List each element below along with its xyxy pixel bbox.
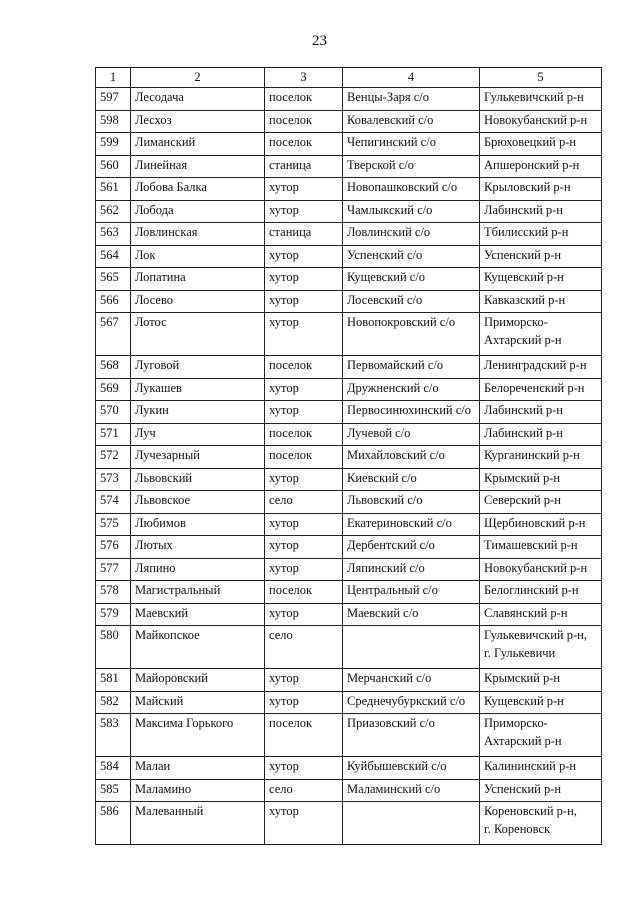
table-header-row xyxy=(96,68,602,88)
table-row xyxy=(96,290,602,313)
rural-council-cell: Новопокровский с/о xyxy=(343,313,480,356)
district-cell xyxy=(480,356,602,379)
district-line: Северский р-н xyxy=(484,493,561,507)
table-row xyxy=(96,313,602,356)
district-cell xyxy=(480,757,602,780)
row-number-cell: 566 xyxy=(96,290,131,313)
settlement-type-cell: хутор xyxy=(265,313,343,356)
district-cell xyxy=(480,802,602,845)
district-line: Гулькевичский р-н xyxy=(484,90,584,104)
district-line: Калининский р-н xyxy=(484,759,577,773)
district-cell xyxy=(480,581,602,604)
settlement-name-cell: Луч xyxy=(131,423,265,446)
rural-council-cell: Первомайский с/о xyxy=(343,356,480,379)
district-cell xyxy=(480,378,602,401)
column-header: 3 xyxy=(265,68,343,88)
row-number-cell: 584 xyxy=(96,757,131,780)
table-row xyxy=(96,491,602,514)
district-cell xyxy=(480,401,602,424)
table-row xyxy=(96,802,602,845)
district-cell xyxy=(480,110,602,133)
settlement-name-cell: Ляпино xyxy=(131,558,265,581)
column-header: 4 xyxy=(343,68,480,88)
table-row xyxy=(96,356,602,379)
district-line: г. Кореновск xyxy=(484,822,551,836)
row-number-cell: 565 xyxy=(96,268,131,291)
district-line: Приморско- xyxy=(484,315,548,329)
settlement-name-cell: Лиманский xyxy=(131,133,265,156)
settlement-name-cell: Лукашев xyxy=(131,378,265,401)
district-cell xyxy=(480,88,602,111)
district-line: Ленинградский р-н xyxy=(484,358,587,372)
settlement-type-cell: хутор xyxy=(265,603,343,626)
row-number-cell: 583 xyxy=(96,714,131,757)
rural-council-cell: Ловлинский с/о xyxy=(343,223,480,246)
settlement-name-cell: Магистральный xyxy=(131,581,265,604)
page-number: 23 xyxy=(312,33,327,49)
table-row xyxy=(96,779,602,802)
table-row xyxy=(96,178,602,201)
district-line: Крыловский р-н xyxy=(484,180,571,194)
settlement-type-cell: хутор xyxy=(265,178,343,201)
rural-council-cell: Тверской с/о xyxy=(343,155,480,178)
rural-council-cell: Дербентский с/о xyxy=(343,536,480,559)
rural-council-cell: Новопашковский с/о xyxy=(343,178,480,201)
column-header: 5 xyxy=(480,68,602,88)
district-cell xyxy=(480,290,602,313)
table-row xyxy=(96,513,602,536)
settlement-type-cell: хутор xyxy=(265,757,343,780)
rural-council-cell: Мерчанский с/о xyxy=(343,669,480,692)
settlement-name-cell: Лукин xyxy=(131,401,265,424)
row-number-cell: 577 xyxy=(96,558,131,581)
district-cell xyxy=(480,133,602,156)
table-row xyxy=(96,757,602,780)
district-cell xyxy=(480,714,602,757)
settlement-name-cell: Львовский xyxy=(131,468,265,491)
district-cell xyxy=(480,626,602,669)
settlement-name-cell: Маевский xyxy=(131,603,265,626)
district-cell xyxy=(480,446,602,469)
settlement-name-cell: Лосево xyxy=(131,290,265,313)
row-number-cell: 575 xyxy=(96,513,131,536)
district-line: Новокубанский р-н xyxy=(484,112,588,127)
district-line: Успенский р-н xyxy=(484,247,562,262)
settlement-name-cell: Максима Горького xyxy=(131,714,265,757)
rural-council-cell: Лосевский с/о xyxy=(343,290,480,313)
rural-council-cell xyxy=(343,626,480,669)
row-number-cell: 586 xyxy=(96,802,131,845)
settlement-name-cell: Линейная xyxy=(131,155,265,178)
table-row xyxy=(96,691,602,714)
district-line: Лабинский р-н xyxy=(484,202,563,217)
settlement-type-cell: хутор xyxy=(265,290,343,313)
rural-council-cell: Первосинюхинский с/о xyxy=(343,401,480,424)
settlement-name-cell: Львовское xyxy=(131,491,265,514)
table-row xyxy=(96,536,602,559)
district-line: Славянский р-н xyxy=(484,605,568,620)
row-number-cell: 572 xyxy=(96,446,131,469)
table-row xyxy=(96,401,602,424)
district-cell xyxy=(480,513,602,536)
row-number-cell: 569 xyxy=(96,378,131,401)
district-line: Ахтарский р-н xyxy=(484,734,562,748)
settlement-name-cell: Лобода xyxy=(131,200,265,223)
settlement-name-cell: Лучезарный xyxy=(131,446,265,469)
settlement-name-cell: Лотос xyxy=(131,313,265,356)
row-number-cell: 564 xyxy=(96,245,131,268)
settlement-type-cell: хутор xyxy=(265,669,343,692)
rural-council-cell: Львовский с/о xyxy=(343,491,480,514)
district-line: Белореченский р-н xyxy=(484,380,585,395)
settlement-type-cell: поселок xyxy=(265,110,343,133)
settlement-name-cell: Ловлинская xyxy=(131,223,265,246)
rural-council-cell: Ляпинский с/о xyxy=(343,558,480,581)
settlement-name-cell: Лок xyxy=(131,245,265,268)
rural-council-cell: Среднечубуркский с/о xyxy=(343,691,480,714)
district-line: Кущевский р-н xyxy=(484,270,564,284)
settlement-name-cell: Лобова Балка xyxy=(131,178,265,201)
rural-council-cell: Киевский с/о xyxy=(343,468,480,491)
settlement-name-cell: Лопатина xyxy=(131,268,265,291)
settlement-name-cell: Лесодача xyxy=(131,88,265,111)
settlements-table xyxy=(95,67,602,845)
rural-council-cell: Венцы-Заря с/о xyxy=(343,88,480,111)
settlement-type-cell: хутор xyxy=(265,536,343,559)
settlement-type-cell: поселок xyxy=(265,88,343,111)
rural-council-cell: Лучевой с/о xyxy=(343,423,480,446)
settlement-name-cell: Майоровский xyxy=(131,669,265,692)
table-row xyxy=(96,378,602,401)
row-number-cell: 581 xyxy=(96,669,131,692)
settlement-name-cell: Лютых xyxy=(131,536,265,559)
district-cell xyxy=(480,558,602,581)
settlement-name-cell: Малеванный xyxy=(131,802,265,845)
rural-council-cell: Успенский с/о xyxy=(343,245,480,268)
settlement-type-cell: станица xyxy=(265,155,343,178)
row-number-cell: 561 xyxy=(96,178,131,201)
table-row xyxy=(96,446,602,469)
rural-council-cell: Кущевский с/о xyxy=(343,268,480,291)
row-number-cell: 563 xyxy=(96,223,131,246)
settlement-type-cell: хутор xyxy=(265,378,343,401)
table-row xyxy=(96,423,602,446)
row-number-cell: 578 xyxy=(96,581,131,604)
row-number-cell: 570 xyxy=(96,401,131,424)
settlement-name-cell: Лесхоз xyxy=(131,110,265,133)
row-number-cell: 598 xyxy=(96,110,131,133)
settlement-name-cell: Маламино xyxy=(131,779,265,802)
row-number-cell: 573 xyxy=(96,468,131,491)
table-row xyxy=(96,110,602,133)
rural-council-cell: Чепигинский с/о xyxy=(343,133,480,156)
settlement-type-cell: хутор xyxy=(265,268,343,291)
district-line: г. Гулькевичи xyxy=(484,646,556,660)
settlement-type-cell: село xyxy=(265,779,343,802)
district-cell xyxy=(480,223,602,246)
row-number-cell: 597 xyxy=(96,88,131,111)
rural-council-cell: Ковалевский с/о xyxy=(343,110,480,133)
settlement-type-cell: поселок xyxy=(265,423,343,446)
column-header: 2 xyxy=(131,68,265,88)
district-line: Кущевский р-н xyxy=(484,693,564,708)
district-cell xyxy=(480,423,602,446)
settlement-type-cell: станица xyxy=(265,223,343,246)
table-row xyxy=(96,245,602,268)
row-number-cell: 562 xyxy=(96,200,131,223)
row-number-cell: 579 xyxy=(96,603,131,626)
row-number-cell: 567 xyxy=(96,313,131,356)
table-row xyxy=(96,581,602,604)
settlement-type-cell: хутор xyxy=(265,401,343,424)
settlement-name-cell: Луговой xyxy=(131,356,265,379)
district-line: Новокубанский р-н xyxy=(484,560,588,575)
rural-council-cell: Куйбышевский с/о xyxy=(343,757,480,780)
table-row xyxy=(96,200,602,223)
table-row xyxy=(96,88,602,111)
district-line: Курганинский р-н xyxy=(484,448,580,462)
settlement-type-cell: хутор xyxy=(265,468,343,491)
settlement-type-cell: хутор xyxy=(265,245,343,268)
rural-council-cell: Екатериновский с/о xyxy=(343,513,480,536)
district-line: Тбилисский р-н xyxy=(484,225,569,239)
district-line: Щербиновский р-н xyxy=(484,515,586,530)
rural-council-cell: Михайловский с/о xyxy=(343,446,480,469)
table-row xyxy=(96,133,602,156)
settlement-name-cell: Майкопское xyxy=(131,626,265,669)
settlement-type-cell: хутор xyxy=(265,691,343,714)
rural-council-cell: Центральный с/о xyxy=(343,581,480,604)
district-cell xyxy=(480,313,602,356)
district-line: Крымский р-н xyxy=(484,470,561,485)
table-row xyxy=(96,714,602,757)
district-cell xyxy=(480,603,602,626)
rural-council-cell: Дружненский с/о xyxy=(343,378,480,401)
settlement-name-cell: Малаи xyxy=(131,757,265,780)
table-row xyxy=(96,468,602,491)
district-cell xyxy=(480,245,602,268)
settlement-type-cell: поселок xyxy=(265,714,343,757)
table-row xyxy=(96,669,602,692)
settlement-type-cell: хутор xyxy=(265,513,343,536)
district-cell xyxy=(480,468,602,491)
settlement-type-cell: село xyxy=(265,491,343,514)
settlement-type-cell: поселок xyxy=(265,356,343,379)
table-row xyxy=(96,603,602,626)
table-row xyxy=(96,155,602,178)
settlement-type-cell: хутор xyxy=(265,802,343,845)
district-cell xyxy=(480,155,602,178)
district-cell xyxy=(480,178,602,201)
district-line: Успенский р-н xyxy=(484,781,562,796)
settlement-type-cell: поселок xyxy=(265,446,343,469)
row-number-cell: 560 xyxy=(96,155,131,178)
settlement-type-cell: поселок xyxy=(265,581,343,604)
row-number-cell: 571 xyxy=(96,423,131,446)
district-line: Гулькевичский р-н, xyxy=(484,628,587,642)
settlement-name-cell: Любимов xyxy=(131,513,265,536)
district-line: Тимашевский р-н xyxy=(484,538,578,552)
district-line: Лабинский р-н xyxy=(484,403,563,417)
district-cell xyxy=(480,669,602,692)
rural-council-cell: Маевский с/о xyxy=(343,603,480,626)
district-line: Кореновский р-н, xyxy=(484,804,577,818)
settlement-type-cell: поселок xyxy=(265,133,343,156)
district-cell xyxy=(480,536,602,559)
row-number-cell: 576 xyxy=(96,536,131,559)
district-line: Ахтарский р-н xyxy=(484,333,562,347)
district-cell xyxy=(480,779,602,802)
district-cell xyxy=(480,491,602,514)
rural-council-cell: Маламинский с/о xyxy=(343,779,480,802)
table-row xyxy=(96,223,602,246)
table-row xyxy=(96,268,602,291)
table-row xyxy=(96,626,602,669)
settlement-name-cell: Майский xyxy=(131,691,265,714)
column-header: 1 xyxy=(96,68,131,88)
district-line: Кавказский р-н xyxy=(484,292,566,307)
settlement-type-cell: хутор xyxy=(265,558,343,581)
district-line: Брюховецкий р-н xyxy=(484,135,577,149)
rural-council-cell xyxy=(343,802,480,845)
table-row xyxy=(96,558,602,581)
district-line: Крымский р-н xyxy=(484,671,561,685)
district-line: Лабинский р-н xyxy=(484,425,563,440)
row-number-cell: 585 xyxy=(96,779,131,802)
row-number-cell: 574 xyxy=(96,491,131,514)
district-line: Апшеронский р-н xyxy=(484,157,580,172)
settlement-type-cell: село xyxy=(265,626,343,669)
row-number-cell: 580 xyxy=(96,626,131,669)
district-cell xyxy=(480,200,602,223)
district-line: Белоглинский р-н xyxy=(484,583,579,597)
district-cell xyxy=(480,691,602,714)
settlement-type-cell: хутор xyxy=(265,200,343,223)
rural-council-cell: Приазовский с/о xyxy=(343,714,480,757)
district-line: Приморско- xyxy=(484,716,548,730)
row-number-cell: 568 xyxy=(96,356,131,379)
row-number-cell: 582 xyxy=(96,691,131,714)
rural-council-cell: Чамлыкский с/о xyxy=(343,200,480,223)
row-number-cell: 599 xyxy=(96,133,131,156)
district-cell xyxy=(480,268,602,291)
